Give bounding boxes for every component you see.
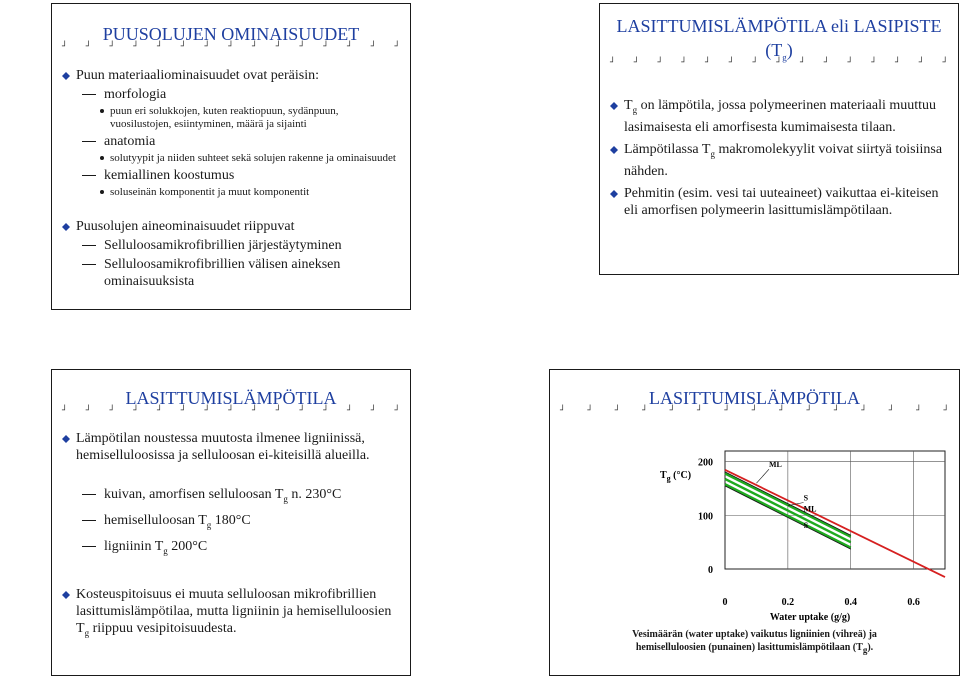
y-tick-label: 0	[708, 565, 713, 576]
slide2-title: LASITTUMISLÄMPÖTILA eli LASIPISTE $(T_g)$	[616, 16, 942, 63]
bullet-text: Puusolujen aineominaisuudet riippuvat	[76, 219, 295, 234]
bullet-item	[610, 185, 948, 219]
diamond-bullet-icon	[62, 591, 70, 599]
annotation-pointer	[756, 469, 769, 483]
slide1-ruled-lines: ┘ ┘ ┘ ┘ ┘ ┘ ┘ ┘ ┘ ┘ ┘ ┘ ┘ ┘ ┘	[62, 42, 400, 52]
slide3-ruled-lines: ┘ ┘ ┘ ┘ ┘ ┘ ┘ ┘ ┘ ┘ ┘ ┘ ┘ ┘ ┘	[62, 406, 400, 416]
slide2-ruled-lines: ┘ ┘ ┘ ┘ ┘ ┘ ┘ ┘ ┘ ┘ ┘ ┘ ┘ ┘ ┘	[610, 58, 948, 68]
diamond-bullet-icon	[62, 435, 70, 443]
sub-item: hemiselluloosan $T_g$ 180°C	[82, 512, 400, 534]
chart-annotation: ML	[803, 504, 817, 514]
slide-puusolujen-ominaisuudet	[51, 3, 411, 310]
diamond-bullet-icon	[610, 102, 618, 110]
y-tick-label: 100	[698, 511, 713, 523]
sub-item: kuivan, amorfisen selluloosan $T_g$ n. 230°C	[82, 486, 400, 508]
y-tick-label: 200	[698, 457, 713, 469]
sub-sub-item: puun eri solukkojen, kuten reaktiopuun, sydänpuun, vuosilustojen, esiintyminen, määrä ja sijainti	[100, 105, 400, 131]
slide-lasipiste	[599, 3, 959, 275]
bullet-text: Lämpötilassa $T_g$ makromolekyylit voivat siirtyä toisiinsa nähden.	[624, 141, 943, 179]
plot-frame	[725, 451, 945, 569]
series-line	[725, 470, 945, 577]
sub-item: morfologia	[82, 86, 400, 103]
sub-item: anatomia	[82, 133, 400, 150]
x-tick-label: 0.2	[781, 597, 795, 608]
bullet-item	[62, 430, 400, 464]
sub-item: Selluloosamikrofibrillien välisen aineksen ominaisuuksista	[82, 256, 400, 290]
chart-caption: Vesimäärän (water uptake) vaikutus ligniinien (vihreä) ja hemiselluloosien (punainen) lasittumislämpötilaan $(T_g)$.	[632, 629, 877, 655]
y-axis-label: $T_g$ (°C)	[660, 470, 692, 483]
bullet-text: Pehmitin (esim. vesi tai uuteaineet) vaikuttaa ei-kiteisen eli amorfisen polymeerin lasittumislämpötilaan.	[624, 185, 939, 218]
bullet-text: Lämpötilan noustessa muutosta ilmenee ligniinissä, hemiselluloosissa ja selluloosan ei-kiteisillä alueilla.	[76, 431, 370, 463]
bullet-item	[62, 586, 400, 642]
x-tick-label: 0.4	[844, 597, 857, 608]
sub-sub-item: solutyypit ja niiden suhteet sekä solujen rakenne ja ominaisuudet	[100, 152, 400, 165]
sub-item: Selluloosamikrofibrillien järjestäytyminen	[82, 237, 400, 254]
bullet-item	[610, 141, 948, 180]
slide4-title: LASITTUMISLÄMPÖTILA	[649, 388, 860, 408]
tg-vs-water-uptake-chart	[550, 434, 959, 629]
chart-annotation: S	[803, 521, 809, 531]
sub-item: kemiallinen koostumus	[82, 167, 400, 184]
sub-sub-item: soluseinän komponentit ja muut komponentit	[100, 186, 400, 199]
x-tick-label: 0.6	[907, 597, 920, 608]
slide-lasittumislampotila-text	[51, 369, 411, 676]
slide-lasittumislampotila-chart	[549, 369, 960, 676]
diamond-bullet-icon	[610, 146, 618, 154]
x-axis-label: Water uptake (g/g)	[769, 612, 851, 623]
diamond-bullet-icon	[62, 223, 70, 231]
chart-annotation: S	[803, 493, 809, 503]
diamond-bullet-icon	[610, 190, 618, 198]
bullet-item	[62, 218, 400, 235]
bullet-item	[610, 97, 948, 136]
chart-annotation: ML	[769, 460, 782, 470]
slide1-title: PUUSOLUJEN OMINAISUUDET	[102, 24, 360, 44]
x-tick-label: 0	[722, 597, 728, 608]
slide4-ruled-lines: ┘ ┘ ┘ ┘ ┘ ┘ ┘ ┘ ┘ ┘ ┘ ┘ ┘ ┘ ┘	[560, 406, 949, 416]
bullet-text: Kosteuspitoisuus ei muuta selluloosan mikrofibrillien lasittumislämpötilaa, mutta ligniinin ja hemiselluloosien $T_g$ riippuu vesipitoisuudesta.	[76, 587, 392, 639]
bullet-text: Puun materiaaliominaisuudet ovat peräisin:	[76, 68, 319, 83]
bullet-text: $T_g$ on lämpötila, jossa polymeerinen materiaali muuttuu lasimaisesta eli amorfisesta kumimaisesta tilaan.	[624, 98, 937, 135]
slide3-title: LASITTUMISLÄMPÖTILA	[125, 388, 337, 408]
diamond-bullet-icon	[62, 72, 70, 80]
sub-item: ligniinin $T_g$ 200°C	[82, 538, 400, 560]
bullet-item	[62, 67, 400, 84]
